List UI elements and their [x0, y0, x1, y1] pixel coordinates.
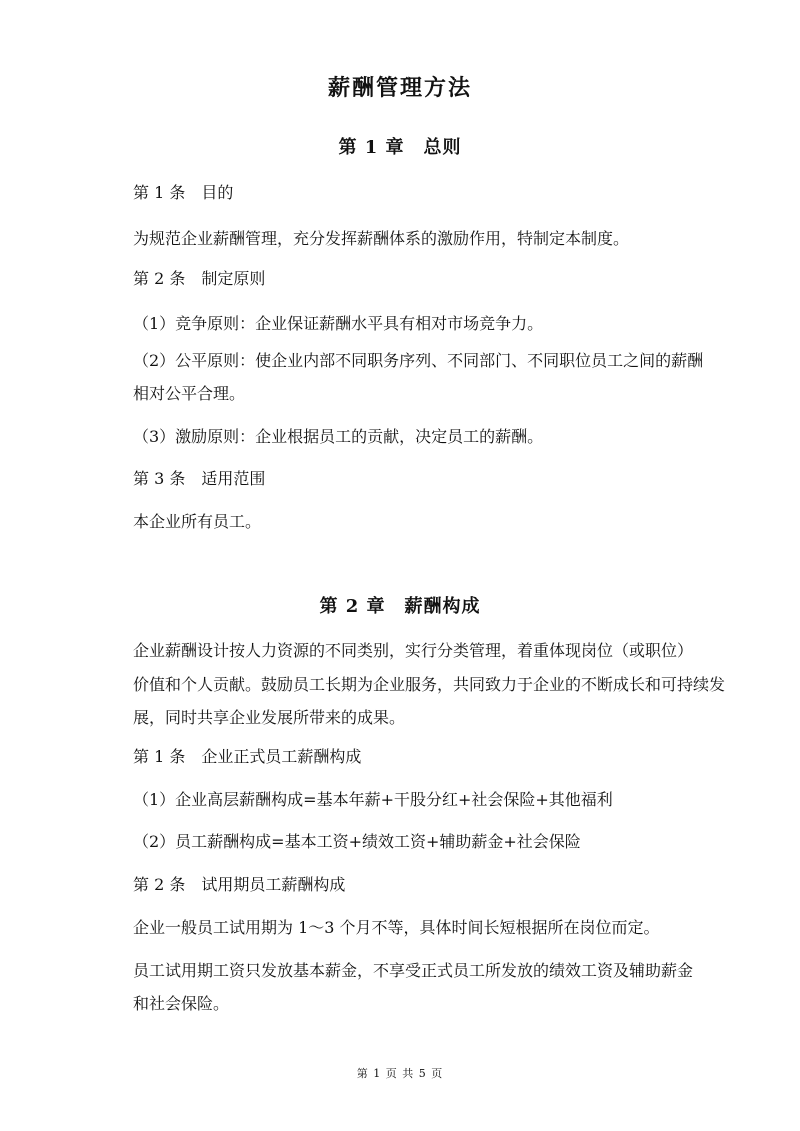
- list-item: （3）激励原则：企业根据员工的贡献，决定员工的薪酬。: [133, 427, 544, 446]
- paragraph: 员工试用期工资只发放基本薪金，不享受正式员工所发放的绩效工资及辅助薪金: [133, 961, 694, 980]
- list-item: （1）企业高层薪酬构成=基本年薪+干股分红+社会保险+其他福利: [133, 790, 613, 809]
- list-item: （2）员工薪酬构成=基本工资+绩效工资+辅助薪金+社会保险: [133, 832, 581, 851]
- paragraph-continuation: 价值和个人贡献。鼓励员工长期为企业服务，共同致力于企业的不断成长和可持续发: [133, 675, 726, 694]
- list-item: （1）竞争原则：企业保证薪酬水平具有相对市场竞争力。: [133, 314, 544, 333]
- article-heading: 第 1 条 目的: [133, 183, 234, 202]
- paragraph-continuation: 展，同时共享企业发展所带来的成果。: [133, 708, 406, 727]
- list-item-continuation: 相对公平合理。: [133, 384, 246, 403]
- article-heading: 第 3 条 适用范围: [133, 469, 266, 488]
- list-item: （2）公平原则：使企业内部不同职务序列、不同部门、不同职位员工之间的薪酬: [133, 351, 704, 370]
- document-title: 薪酬管理方法: [327, 75, 472, 101]
- paragraph: 本企业所有员工。: [133, 512, 262, 531]
- article-heading: 第 1 条 企业正式员工薪酬构成: [133, 747, 362, 766]
- paragraph: 为规范企业薪酬管理，充分发挥薪酬体系的激励作用，特制定本制度。: [133, 229, 630, 248]
- paragraph: 企业一般员工试用期为 1～3 个月不等，具体时间长短根据所在岗位而定。: [133, 918, 660, 937]
- page-footer: 第 1 页 共 5 页: [356, 1067, 444, 1080]
- article-heading: 第 2 条 试用期员工薪酬构成: [133, 875, 346, 894]
- chapter-1-heading: 第 1 章 总则: [338, 137, 462, 158]
- paragraph: 企业薪酬设计按人力资源的不同类别，实行分类管理，着重体现岗位（或职位）: [133, 641, 694, 660]
- article-heading: 第 2 条 制定原则: [133, 269, 266, 288]
- chapter-2-heading: 第 2 章 薪酬构成: [319, 596, 481, 617]
- paragraph-continuation: 和社会保险。: [133, 994, 230, 1013]
